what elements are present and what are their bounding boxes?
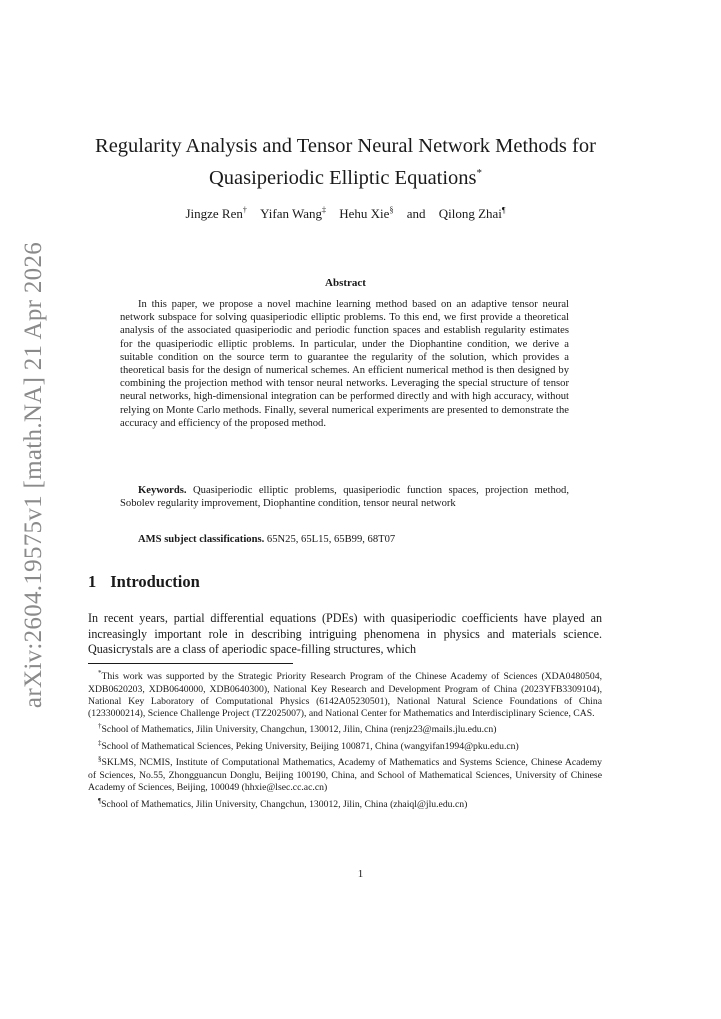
footnote-text: School of Mathematics, Jilin University, Changchun, 130012, Jilin, China (renjz23@mails.jlu.edu.cn): [101, 724, 497, 736]
section-heading: [88, 572, 200, 592]
author-1: [185, 206, 246, 221]
author-mark: §: [389, 206, 394, 215]
author-mark: ‡: [322, 206, 327, 215]
title-footnote-mark: *: [476, 167, 483, 179]
author-mark: †: [242, 206, 247, 215]
footnote-mark: ‡: [98, 738, 102, 747]
author-mark: ¶: [501, 206, 506, 215]
ams-codes: 65N25, 65L15, 65B99, 68T07: [266, 534, 396, 545]
abstract-text: In this paper, we propose a novel machine learning method based on an adaptive tensor neural network subspace for solving quasiperiodic elliptic problems. To this end, we first provide a theoretical analysis of the associated quasiperiodic and periodic function spaces and establish regularity estimates for the quasiperiodic elliptic problems. In particular, under the Diophantine condition, we derive a suitable condition on the source term to guarantee the regularity of the solution, which provides a theoretical basis for the design of numerical schemes. An efficient numerical method is then designed by combining the projection method with tensor neural networks. Leveraging the special structure of tensor neural networks, high-dimensional integration can be performed directly and with high accuracy, without relying on Monte Carlo methods. Finally, several numerical experiments are presented to demonstrate the accuracy and efficiency of the proposed method.: [120, 299, 569, 429]
footnote-mark: †: [98, 722, 102, 731]
footnote-mark: *: [98, 669, 102, 677]
footnote-divider: [88, 663, 293, 664]
keywords-label: Keywords.: [138, 485, 187, 496]
footnote-author-4: [88, 795, 602, 812]
authors-conjunction: and: [406, 206, 426, 222]
footnote-funding: [88, 667, 602, 720]
footnote-author-1: [88, 720, 602, 737]
abstract-heading: Abstract: [325, 277, 366, 289]
page-number: 1: [357, 868, 364, 880]
footnote-text: School of Mathematics, Jilin University, Changchun, 130012, Jilin, China (zhaiql@jlu.edu.cn): [101, 798, 468, 810]
footnote-text: School of Mathematical Sciences, Peking University, Beijing 100871, China (wangyifan1994@pku.edu.cn): [101, 741, 519, 753]
author-list: [70, 206, 621, 222]
title-line-2: [70, 160, 621, 192]
introduction-paragraph: In recent years, partial differential equations (PDEs) with quasiperiodic coefficients have played an increasingly important role in describing intriguing phenomena in physics and materials science. Quasicrystals are a class of aperiodic space-filling structures, which: [88, 611, 602, 657]
author-name: Yifan Wang: [260, 206, 323, 222]
paper-title: [70, 133, 621, 192]
section-title: Introduction: [110, 572, 200, 591]
author-name: Jingze Ren: [185, 206, 243, 222]
keywords-text: Quasiperiodic elliptic problems, quasiperiodic function spaces, projection method, Sobolev regularity improvement, Diophantine condition, tensor neural network: [120, 485, 569, 510]
title-line-2-text: Quasiperiodic Elliptic Equations: [208, 166, 477, 189]
footnote-mark: §: [98, 755, 102, 764]
section-number: 1: [88, 572, 97, 591]
author-4: [439, 206, 506, 221]
keywords-paragraph: [120, 484, 569, 510]
author-name: Hehu Xie: [339, 206, 390, 222]
ams-label: AMS subject classifications.: [138, 534, 265, 545]
footnote-text: This work was supported by the Strategic Priority Research Program of the Chinese Academy of Sciences (XDA0480504, XDB0620203, XDB0640000, XDB0640300), National Key Research and Development Program of China (2023YFB3309104), National Key Laboratory of Computational Physics (6142A05230501), National Natural Science Foundations of China (1233000214), Science Challenge Project (TZ2025007), and National Center for Mathematics and Interdisciplinary Science, CAS.: [88, 671, 602, 720]
footnote-mark: ¶: [98, 796, 102, 805]
footnote-author-2: [88, 737, 602, 754]
arxiv-identifier-stamp: arXiv:2604.19575v1 [math.NA] 21 Apr 2026: [20, 241, 47, 709]
title-line-1: Regularity Analysis and Tensor Neural Network Methods for: [95, 135, 596, 157]
ams-classification-paragraph: [120, 533, 569, 546]
author-2: [260, 206, 326, 221]
author-3: [339, 206, 393, 221]
footnotes: [88, 667, 602, 811]
footnote-text: SKLMS, NCMIS, Institute of Computational Mathematics, Academy of Mathematics and Systems Science, Chinese Academy of Sciences, No.55, Zhongguancun Donglu, Beijing 100190, China, and School of Mathematical Sciences, University of Chinese Academy of Sciences, Beijing, 100049 (hhxie@lsec.cc.ac.cn): [88, 757, 602, 794]
author-name: Qilong Zhai: [438, 206, 502, 222]
footnote-author-3: [88, 753, 602, 794]
